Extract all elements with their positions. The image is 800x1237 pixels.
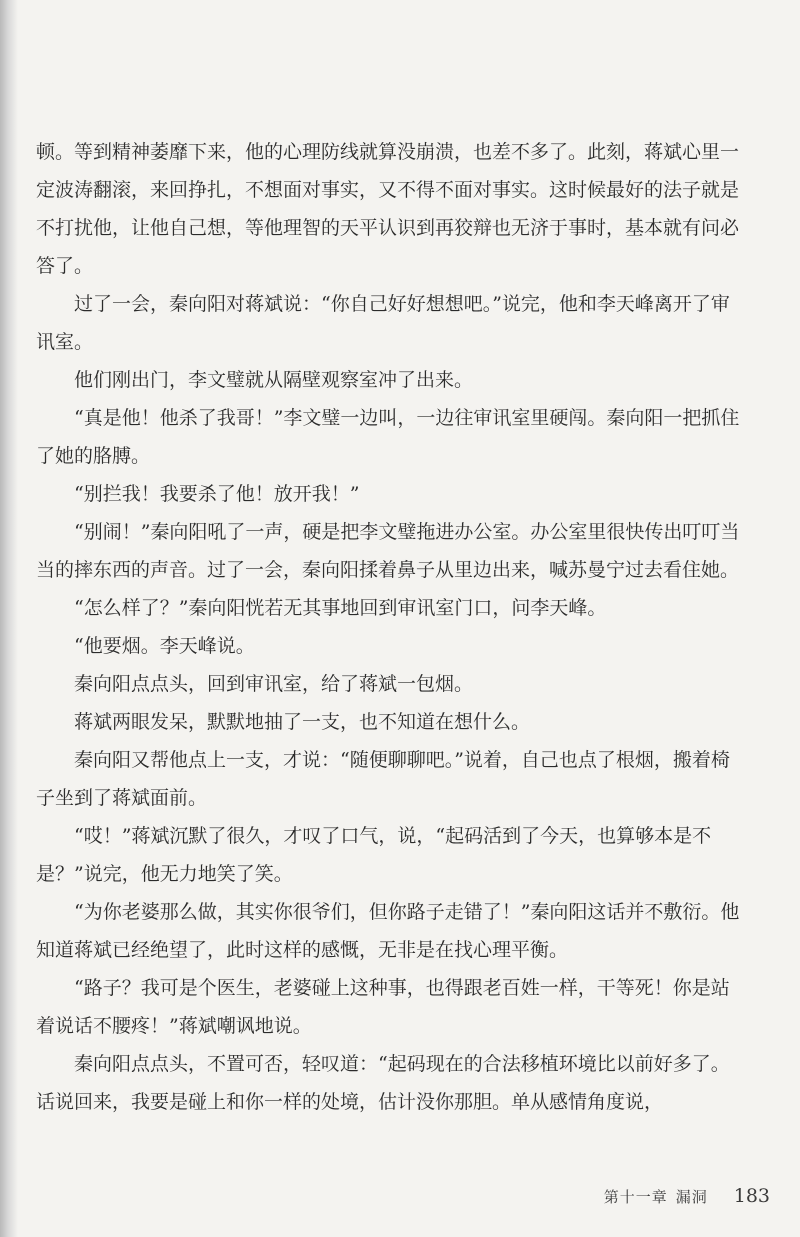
paragraph-5: “别拦我！我要杀了他！放开我！” [74, 483, 360, 505]
paragraph-12: “哎！”蒋斌沉默了很久，才叹了口气，说，“起码活到了今天，也算够本是不是？”说完，他无力地笑了笑。 [36, 825, 712, 885]
page-number: 183 [733, 1185, 770, 1207]
page-edge-shadow [0, 0, 18, 1237]
paragraph-1: 顿。等到精神萎靡下来，他的心理防线就算没崩溃，也差不多了。此刻，蒋斌心里一定波涛翻滚，来回挣扎，不想面对事实，又不得不面对事实。这时候最好的法子就是不打扰他，让他自己想，等他理智的天平认识到再狡辩也无济于事时，基本就有问必答了。 [36, 141, 740, 277]
paragraph-15: 秦向阳点点头，不置可否，轻叹道：“起码现在的合法移植环境比以前好多了。话说回来，我要是碰上和你一样的处境，估计没你那胆。单从感情角度说， [36, 1053, 730, 1113]
footer-chapter: 第十一章 [603, 1188, 668, 1206]
paragraph-2: 过了一会，秦向阳对蒋斌说：“你自己好好想想吧。”说完，他和李天峰离开了审讯室。 [36, 293, 730, 353]
paragraph-3: 他们刚出门，李文璧就从隔壁观察室冲了出来。 [74, 369, 474, 391]
paragraph-9: 秦向阳点点头，回到审讯室，给了蒋斌一包烟。 [74, 673, 474, 695]
paragraph-7: “怎么样了？”秦向阳恍若无其事地回到审讯室门口，问李天峰。 [74, 597, 607, 619]
page-footer [604, 1185, 770, 1207]
paragraph-8: “他要烟。李天峰说。 [74, 635, 255, 657]
paragraph-6: “别闹！”秦向阳吼了一声，硬是把李文璧拖进办公室。办公室里很快传出叮叮当当的摔东西的声音。过了一会，秦向阳揉着鼻子从里边出来，喊苏曼宁过去看住她。 [36, 521, 740, 581]
footer-section-title: 漏洞 [675, 1188, 708, 1206]
paragraph-13: “为你老婆那么做，其实你很爷们，但你路子走错了！”秦向阳这话并不敷衍。他知道蒋斌已经绝望了，此时这样的感慨，无非是在找心理平衡。 [36, 901, 740, 961]
paragraph-10: 蒋斌两眼发呆，默默地抽了一支，也不知道在想什么。 [74, 711, 531, 733]
paragraph-11: 秦向阳又帮他点上一支，才说：“随便聊聊吧。”说着，自己也点了根烟，搬着椅子坐到了蒋斌面前。 [36, 749, 730, 809]
paragraph-14: “路子？我可是个医生，老婆碰上这种事，也得跟老百姓一样，干等死！你是站着说话不腰疼！”蒋斌嘲讽地说。 [36, 977, 730, 1037]
body-text [36, 133, 748, 1121]
paragraph-4: “真是他！他杀了我哥！”李文璧一边叫，一边往审讯室里硬闯。秦向阳一把抓住了她的胳膊。 [36, 407, 740, 467]
